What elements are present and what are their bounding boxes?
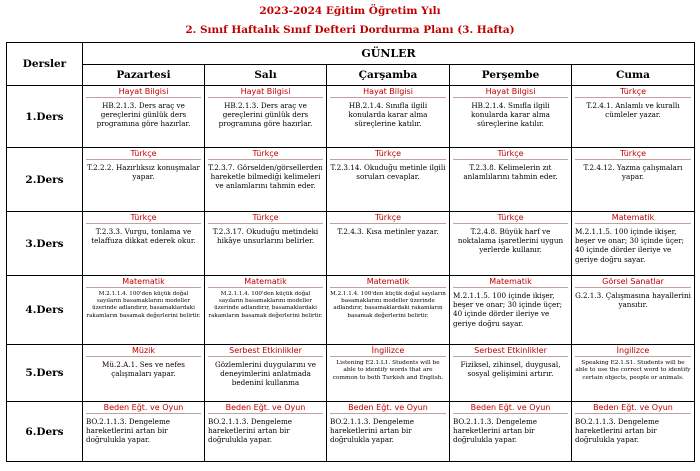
objective-text: M.2.1.1.4. 100'den küçük doğal sayıların basamaklarını modeller üzerinde adlandırır, basamaklardaki rakamların basamak değerlerini belirtir.: [86, 291, 201, 319]
objective-text: M.2.1.1.4. 100'den küçük doğal sayıların basamaklarını modeller üzerinde adlandırır, basamaklardaki rakamların basamak değerlerini belirtir.: [208, 291, 323, 319]
objective-text: Fiziksel, zihinsel, duygusal, sosyal gelişimini artırır.: [460, 360, 561, 379]
lesson-label: 3.Ders: [7, 212, 83, 276]
objective-text: HB.2.1.3. Ders araç ve gereçlerini günlük ders programına göre hazırlar.: [96, 101, 191, 129]
lesson-row: [7, 345, 695, 402]
objective-text: T.2.3.17. Okuduğu metindeki hikâye unsurlarını belirler.: [212, 227, 319, 246]
objective-text: BO.2.1.1.3. Dengeleme hareketlerini artan bir doğrulukla yapar.: [208, 417, 293, 445]
plan-cell: [572, 345, 695, 402]
day-header: Çarşamba: [327, 65, 450, 86]
subject-label: Hayat Bilgisi: [330, 87, 446, 98]
objective-text: T.2.4.12. Yazma çalışmaları yapar.: [583, 163, 683, 182]
plan-cell: [572, 276, 695, 345]
plan-cell: [205, 86, 327, 148]
objective-text: T.2.3.7. Görselden/görsellerden hareketle bilmediği kelimeleri ve anlamlarını tahmin eder.: [208, 163, 323, 191]
subject-label: İngilizce: [575, 346, 691, 357]
objective-text: Gözlemlerini duygularını ve deneyimlerini anlatmada bedenini kullanma: [214, 360, 317, 388]
plan-cell: [327, 148, 450, 212]
plan-cell: [327, 345, 450, 402]
objective-text: M.2.1.1.5. 100 içinde ikişer, beşer ve onar; 30 içinde üçer; 40 içinde dörder ileriye ve geriye doğru sayar.: [453, 291, 563, 328]
objective-text: BO.2.1.1.3. Dengeleme hareketlerini artan bir doğrulukla yapar.: [453, 417, 538, 445]
subject-label: Hayat Bilgisi: [453, 87, 568, 98]
lesson-label: 6.Ders: [7, 402, 83, 462]
header-dersler: Dersler: [7, 43, 83, 86]
plan-cell: [450, 345, 572, 402]
document-title-year: 2023-2024 Eğitim Öğretim Yılı: [259, 5, 441, 17]
objective-text: T.2.3.14. Okuduğu metinle ilgili soruları cevaplar.: [330, 163, 446, 182]
objective-text: Mü.2.A.1. Ses ve nefes çalışmaları yapar.: [102, 360, 185, 379]
plan-cell: [205, 148, 327, 212]
plan-cell: [450, 212, 572, 276]
objective-text: T.2.3.3. Vurgu, tonlama ve telaffuza dikkat ederek okur.: [91, 227, 196, 246]
objective-text: HB.2.1.3. Ders araç ve gereçlerini günlük ders programına göre hazırlar.: [218, 101, 313, 129]
subject-label: Türkçe: [575, 87, 691, 98]
lesson-label: 1.Ders: [7, 86, 83, 148]
lesson-label: 2.Ders: [7, 148, 83, 212]
subject-label: Türkçe: [330, 149, 446, 160]
subject-label: Beden Eğt. ve Oyun: [575, 403, 691, 414]
objective-text: T.2.3.8. Kelimelerin zıt anlamlılarını tahmin eder.: [463, 163, 558, 182]
subject-label: Matematik: [330, 277, 446, 288]
plan-cell: [83, 276, 205, 345]
plan-cell: [83, 86, 205, 148]
objective-text: M.2.1.1.5. 100 içinde ikişer, beşer ve onar; 30 içinde üçer; 40 içinde dörder ileriye ve geriye doğru sayar.: [575, 227, 685, 264]
plan-cell: [327, 402, 450, 462]
plan-cell: [450, 86, 572, 148]
subject-label: Türkçe: [453, 149, 568, 160]
subject-label: Türkçe: [86, 149, 201, 160]
lesson-row: [7, 148, 695, 212]
header-gunler: GÜNLER: [83, 43, 695, 65]
plan-cell: [450, 148, 572, 212]
subject-label: Türkçe: [208, 213, 323, 224]
objective-text: BO.2.1.1.3. Dengeleme hareketlerini artan bir doğrulukla yapar.: [86, 417, 171, 445]
subject-label: İngilizce: [330, 346, 446, 357]
subject-label: Matematik: [453, 277, 568, 288]
objective-text: HB.2.1.4. Sınıfla ilgili konularda karar alma süreçlerine katılır.: [471, 101, 550, 129]
document-title-plan: 2. Sınıf Haftalık Sınıf Defteri Dordurma Planı (3. Hafta): [185, 24, 515, 36]
plan-cell: [205, 345, 327, 402]
subject-label: Beden Eğt. ve Oyun: [453, 403, 568, 414]
subject-label: Müzik: [86, 346, 201, 357]
plan-cell: [83, 402, 205, 462]
subject-label: Hayat Bilgisi: [86, 87, 201, 98]
subject-label: Görsel Sanatlar: [575, 277, 691, 288]
subject-label: Türkçe: [330, 213, 446, 224]
plan-cell: [205, 402, 327, 462]
plan-cell: [327, 86, 450, 148]
objective-text: T.2.4.1. Anlamlı ve kurallı cümleler yazar.: [586, 101, 680, 120]
objective-text: Speaking E2.1.S1. Students will be able to use the correct word to identify certain objects, people or animals.: [575, 360, 691, 381]
lesson-label: 4.Ders: [7, 276, 83, 345]
subject-label: Serbest Etkinlikler: [453, 346, 568, 357]
plan-cell: [327, 276, 450, 345]
day-header: Perşembe: [450, 65, 572, 86]
weekly-plan-table: [6, 42, 695, 462]
subject-label: Beden Eğt. ve Oyun: [208, 403, 323, 414]
lesson-label: 5.Ders: [7, 345, 83, 402]
objective-text: T.2.2.2. Hazırlıksız konuşmalar yapar.: [87, 163, 200, 182]
subject-label: Türkçe: [453, 213, 568, 224]
lesson-row: [7, 212, 695, 276]
plan-cell: [572, 148, 695, 212]
plan-cell: [83, 212, 205, 276]
objective-text: T.2.4.8. Büyük harf ve noktalama işaretlerini uygun yerlerde kullanır.: [457, 227, 564, 255]
subject-label: Matematik: [575, 213, 691, 224]
plan-cell: [205, 276, 327, 345]
objective-text: T.2.4.3. Kısa metinler yazar.: [337, 227, 439, 236]
plan-cell: [572, 402, 695, 462]
subject-label: Matematik: [208, 277, 323, 288]
plan-cell: [572, 212, 695, 276]
plan-cell: [205, 212, 327, 276]
day-header: Salı: [205, 65, 327, 86]
subject-label: Türkçe: [86, 213, 201, 224]
subject-label: Serbest Etkinlikler: [208, 346, 323, 357]
objective-text: BO.2.1.1.3. Dengeleme hareketlerini artan bir doğrulukla yapar.: [330, 417, 415, 445]
subject-label: Beden Eğt. ve Oyun: [86, 403, 201, 414]
objective-text: BO.2.1.1.3. Dengeleme hareketlerini artan bir doğrulukla yapar.: [575, 417, 660, 445]
plan-cell: [83, 148, 205, 212]
subject-label: Türkçe: [575, 149, 691, 160]
subject-label: Beden Eğt. ve Oyun: [330, 403, 446, 414]
objective-text: HB.2.1.4. Sınıfla ilgili konularda karar alma süreçlerine katılır.: [348, 101, 428, 129]
objective-text: G.2.1.3. Çalışmasına hayallerini yansıtır.: [575, 291, 691, 310]
plan-cell: [450, 402, 572, 462]
plan-cell: [450, 276, 572, 345]
objective-text: M.2.1.1.4. 100'den küçük doğal sayıların basamaklarını modeller üzerinde adlandırır, basamaklardaki rakamların basamak değerlerini belirtir.: [330, 291, 446, 319]
lesson-row: [7, 402, 695, 462]
day-header: Pazartesi: [83, 65, 205, 86]
objective-text: Listening E2.1.L1. Students will be able to identify words that are common to both Turkish and English.: [332, 360, 444, 381]
subject-label: Türkçe: [208, 149, 323, 160]
plan-cell: [327, 212, 450, 276]
day-header: Cuma: [572, 65, 695, 86]
subject-label: Hayat Bilgisi: [208, 87, 323, 98]
plan-cell: [83, 345, 205, 402]
plan-cell: [572, 86, 695, 148]
lesson-row: [7, 276, 695, 345]
lesson-row: [7, 86, 695, 148]
subject-label: Matematik: [86, 277, 201, 288]
